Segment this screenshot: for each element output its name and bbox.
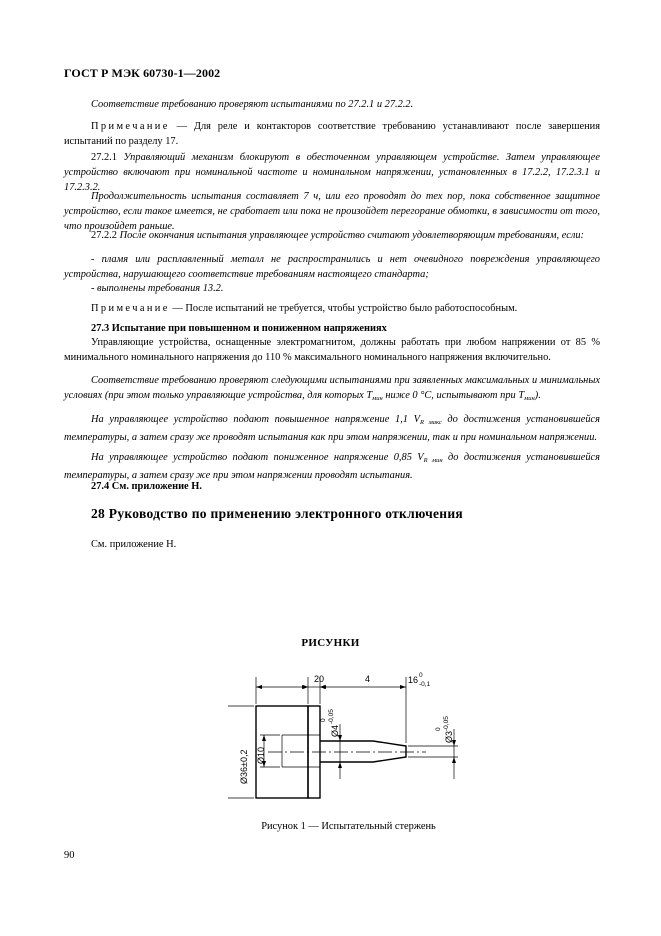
paragraph-27-3-a: Управляющие устройства, оснащенные электромагнитом, должны работать при любом напряжении от 85 % минимального номинального напряжения до 110 % максимального номинального напряжения включительно. (64, 337, 600, 364)
duration-paragraph: Продолжительность испытания составляет 7 ч, или его проводят до тех пор, пока собственное защитное устройство, если такое имеется, не сработает или пока не произойдет перегорание обмотки, в зависимости от того, что произойдет раньше. (64, 191, 600, 233)
text-part: ). (534, 390, 541, 402)
text-part: Соответствие требованию проверяют следующими испытаниями при заявленных максимальных и минимальных условиях (при этом только управляющие устройства, для которых T (64, 375, 600, 402)
bullet-item-1: - пламя или расплавленный металл не распространились и нет очевидного повреждения управляющего устройства, нарушающего соответствие требованиям настоящего стандарта; (64, 254, 600, 281)
note-2 (64, 301, 600, 316)
text-part: до достижения установившейся температуры, а затем сразу же при этом напряжении проводят испытания. (64, 452, 601, 482)
dim-label-dia3: Ø3 (444, 730, 454, 743)
heading-27-3: 27.3 Испытание при повышенном и пониженном напряжениях (91, 323, 387, 334)
paragraph-27-2-2 (64, 228, 600, 243)
paragraph-text: После окончания испытания управляющее устройство считают удовлетворяющим требованиям, если: (119, 230, 585, 241)
page-number: 90 (64, 850, 75, 861)
rod-tip (320, 741, 406, 762)
note-1-text: — Для реле и контакторов соответствие требованию устанавливают после завершения испытаний по разделу 17. (64, 121, 600, 148)
bullet-item-2: - выполнены требования 13.2. (91, 283, 224, 294)
text-part: На управляющее устройство подают повышенное напряжение 1,1 V (91, 414, 420, 425)
compliance-paragraph: Соответствие требованию проверяют испытаниями по 27.2.1 и 27.2.2. (91, 99, 414, 110)
dim-label-dia10: Ø10 (256, 746, 266, 764)
document-header: ГОСТ Р МЭК 60730-1—2002 (64, 66, 221, 80)
subscript: мин (524, 395, 535, 403)
dim-label-dia4: Ø4 (330, 724, 340, 737)
dim-tolerance-upper: 0 (320, 718, 327, 722)
paragraph-27-3-c (64, 412, 600, 445)
subscript: R макс (420, 419, 442, 426)
dim-tolerance-upper: 0 (419, 672, 423, 679)
dim-tolerance-lower: -0,1 (419, 681, 431, 688)
paragraph-text: Управляющий механизм блокируют в обесточенном управляющем устройстве. Затем управляющее устройство включают при номинальной частоте и номинальном напряжении, установленных в 17.2.2, 17.2.3.1 и 17.2.3.2. (64, 152, 600, 194)
dim-label-4: 4 (365, 674, 371, 684)
test-rod-drawing (228, 669, 468, 809)
dim-label-20: 20 (314, 674, 325, 684)
figures-title: РИСУНКИ (301, 637, 360, 649)
dim-label-dia36: Ø36±0,2 (239, 749, 249, 784)
paragraph-27-3-b (64, 373, 600, 406)
note-1 (64, 119, 600, 149)
note-2-text: — После испытаний не требуется, чтобы устройство было работоспособным. (169, 303, 518, 314)
text-part: до достижения установившейся температуры, а затем сразу же проводят испытания как при этом напряжении, так и при номинальном напряжении. (64, 414, 600, 444)
dim-label-16: 16 (408, 675, 419, 685)
paragraph-number: 27.2.1 (91, 152, 124, 163)
note-1-label: Примечание (91, 121, 170, 132)
heading-27-4: 27.4 См. приложение Н. (91, 481, 202, 492)
dim-tolerance-upper: 0 (435, 727, 442, 731)
dim-tolerance-lower: -0,05 (443, 716, 450, 731)
section-28-body: См. приложение Н. (91, 539, 177, 550)
text-part: ниже 0 °С, испытывают при T (382, 390, 525, 402)
paragraph-number: 27.2.2 (91, 230, 120, 241)
note-2-label: Примечание (91, 303, 170, 314)
subscript: R мин (423, 457, 443, 464)
section-28-title: 28 Руководство по применению электронного отключения (91, 506, 464, 521)
subscript: мин (372, 395, 383, 403)
dim-tolerance-lower: -0,05 (328, 709, 335, 724)
text-part: На управляющее устройство подают пониженное напряжение 0,85 V (91, 452, 424, 463)
figure-1-caption: Рисунок 1 — Испытательный стержень (261, 821, 436, 832)
